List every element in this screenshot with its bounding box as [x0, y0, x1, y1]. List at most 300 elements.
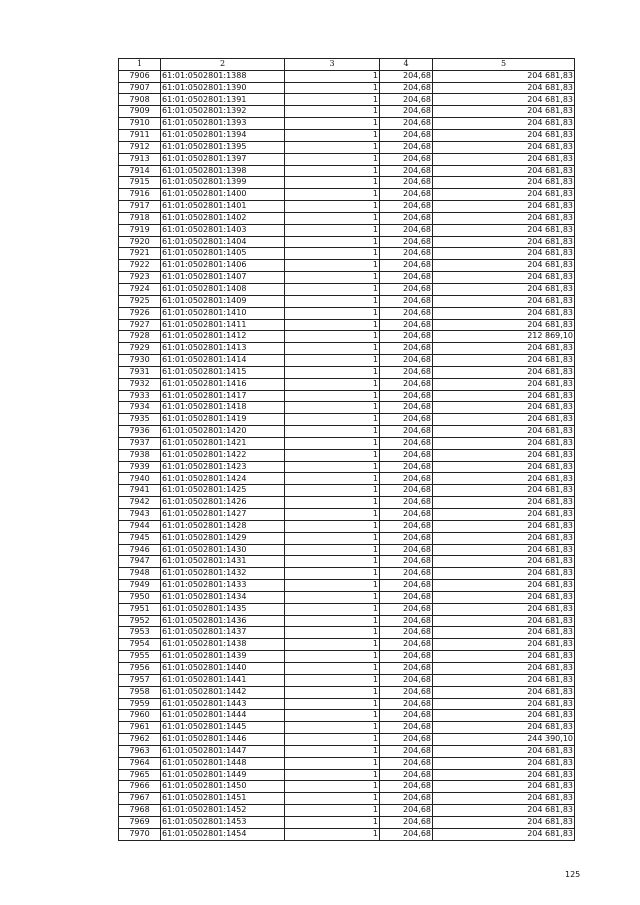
cell-area: 204,68	[380, 118, 433, 130]
cell-cadastral-number: 61:01:0502801:1408	[161, 283, 285, 295]
cell-area: 204,68	[380, 390, 433, 402]
cell-row-index: 7911	[119, 130, 161, 142]
cell-quantity: 1	[285, 118, 380, 130]
cell-area: 204,68	[380, 343, 433, 355]
table-row	[119, 698, 575, 710]
cell-cadastral-number: 61:01:0502801:1388	[161, 70, 285, 82]
cell-quantity: 1	[285, 437, 380, 449]
table-row	[119, 295, 575, 307]
cell-cadastral-number: 61:01:0502801:1410	[161, 307, 285, 319]
cell-amount: 204 681,83	[433, 355, 575, 367]
cell-quantity: 1	[285, 710, 380, 722]
cell-area: 204,68	[380, 141, 433, 153]
cell-row-index: 7936	[119, 426, 161, 438]
table-row	[119, 710, 575, 722]
cell-amount: 204 681,83	[433, 307, 575, 319]
cell-row-index: 7954	[119, 639, 161, 651]
cell-row-index: 7938	[119, 449, 161, 461]
cell-cadastral-number: 61:01:0502801:1397	[161, 153, 285, 165]
table-row	[119, 118, 575, 130]
cell-amount: 204 681,83	[433, 781, 575, 793]
cell-cadastral-number: 61:01:0502801:1398	[161, 165, 285, 177]
cell-quantity: 1	[285, 591, 380, 603]
table-row	[119, 722, 575, 734]
cell-area: 204,68	[380, 816, 433, 828]
cell-area: 204,68	[380, 722, 433, 734]
cell-quantity: 1	[285, 378, 380, 390]
cell-cadastral-number: 61:01:0502801:1423	[161, 461, 285, 473]
cell-quantity: 1	[285, 236, 380, 248]
cell-amount: 204 681,83	[433, 236, 575, 248]
cell-quantity: 1	[285, 734, 380, 746]
cell-quantity: 1	[285, 615, 380, 627]
cell-row-index: 7968	[119, 805, 161, 817]
cell-row-index: 7934	[119, 402, 161, 414]
cell-area: 204,68	[380, 94, 433, 106]
cell-row-index: 7931	[119, 366, 161, 378]
cell-quantity: 1	[285, 390, 380, 402]
table-row	[119, 402, 575, 414]
cell-row-index: 7953	[119, 627, 161, 639]
cell-area: 204,68	[380, 674, 433, 686]
cell-area: 204,68	[380, 793, 433, 805]
cell-row-index: 7946	[119, 544, 161, 556]
cell-area: 204,68	[380, 556, 433, 568]
cell-quantity: 1	[285, 248, 380, 260]
cell-amount: 204 681,83	[433, 260, 575, 272]
cell-amount: 204 681,83	[433, 828, 575, 840]
cell-amount: 204 681,83	[433, 485, 575, 497]
cell-amount: 204 681,83	[433, 437, 575, 449]
cell-quantity: 1	[285, 627, 380, 639]
table-row	[119, 82, 575, 94]
cell-cadastral-number: 61:01:0502801:1428	[161, 520, 285, 532]
cell-row-index: 7922	[119, 260, 161, 272]
cell-quantity: 1	[285, 366, 380, 378]
cell-cadastral-number: 61:01:0502801:1404	[161, 236, 285, 248]
cell-area: 204,68	[380, 130, 433, 142]
cell-amount: 204 681,83	[433, 106, 575, 118]
cell-cadastral-number: 61:01:0502801:1424	[161, 473, 285, 485]
cell-cadastral-number: 61:01:0502801:1419	[161, 414, 285, 426]
cell-row-index: 7907	[119, 82, 161, 94]
cell-cadastral-number: 61:01:0502801:1416	[161, 378, 285, 390]
cell-amount: 204 681,83	[433, 212, 575, 224]
cell-quantity: 1	[285, 816, 380, 828]
cell-row-index: 7958	[119, 686, 161, 698]
cell-quantity: 1	[285, 805, 380, 817]
cell-cadastral-number: 61:01:0502801:1433	[161, 580, 285, 592]
cell-amount: 204 681,83	[433, 177, 575, 189]
cell-amount: 204 681,83	[433, 94, 575, 106]
cell-row-index: 7947	[119, 556, 161, 568]
cell-amount: 204 681,83	[433, 70, 575, 82]
cell-amount: 204 681,83	[433, 698, 575, 710]
cell-row-index: 7910	[119, 118, 161, 130]
cell-quantity: 1	[285, 260, 380, 272]
cell-quantity: 1	[285, 520, 380, 532]
cell-quantity: 1	[285, 141, 380, 153]
cell-cadastral-number: 61:01:0502801:1407	[161, 272, 285, 284]
table-row	[119, 224, 575, 236]
table-row	[119, 793, 575, 805]
cell-amount: 212 869,10	[433, 331, 575, 343]
cell-cadastral-number: 61:01:0502801:1452	[161, 805, 285, 817]
cell-cadastral-number: 61:01:0502801:1390	[161, 82, 285, 94]
cell-row-index: 7919	[119, 224, 161, 236]
cell-cadastral-number: 61:01:0502801:1422	[161, 449, 285, 461]
cell-amount: 204 681,83	[433, 473, 575, 485]
cell-quantity: 1	[285, 307, 380, 319]
cell-row-index: 7928	[119, 331, 161, 343]
cell-area: 204,68	[380, 497, 433, 509]
cell-row-index: 7957	[119, 674, 161, 686]
cell-amount: 204 681,83	[433, 189, 575, 201]
cell-row-index: 7925	[119, 295, 161, 307]
cell-quantity: 1	[285, 781, 380, 793]
cell-area: 204,68	[380, 366, 433, 378]
cell-area: 204,68	[380, 295, 433, 307]
cell-amount: 204 681,83	[433, 603, 575, 615]
table-row	[119, 94, 575, 106]
cell-area: 204,68	[380, 805, 433, 817]
cell-cadastral-number: 61:01:0502801:1399	[161, 177, 285, 189]
cell-row-index: 7960	[119, 710, 161, 722]
cell-quantity: 1	[285, 414, 380, 426]
cell-amount: 204 681,83	[433, 793, 575, 805]
cell-amount: 204 681,83	[433, 651, 575, 663]
cell-quantity: 1	[285, 769, 380, 781]
table-row	[119, 556, 575, 568]
cell-row-index: 7916	[119, 189, 161, 201]
cell-quantity: 1	[285, 224, 380, 236]
cell-row-index: 7961	[119, 722, 161, 734]
cell-row-index: 7917	[119, 201, 161, 213]
cell-cadastral-number: 61:01:0502801:1441	[161, 674, 285, 686]
cell-row-index: 7909	[119, 106, 161, 118]
cell-quantity: 1	[285, 189, 380, 201]
cell-amount: 204 681,83	[433, 378, 575, 390]
cell-row-index: 7921	[119, 248, 161, 260]
cell-area: 204,68	[380, 319, 433, 331]
cell-area: 204,68	[380, 615, 433, 627]
cell-area: 204,68	[380, 698, 433, 710]
cell-cadastral-number: 61:01:0502801:1393	[161, 118, 285, 130]
cell-cadastral-number: 61:01:0502801:1445	[161, 722, 285, 734]
cell-area: 204,68	[380, 662, 433, 674]
cell-amount: 204 681,83	[433, 591, 575, 603]
cell-row-index: 7962	[119, 734, 161, 746]
cell-quantity: 1	[285, 580, 380, 592]
cell-cadastral-number: 61:01:0502801:1454	[161, 828, 285, 840]
cell-amount: 204 681,83	[433, 816, 575, 828]
cell-amount: 204 681,83	[433, 118, 575, 130]
cell-area: 204,68	[380, 580, 433, 592]
cell-quantity: 1	[285, 449, 380, 461]
table-row	[119, 816, 575, 828]
table-row	[119, 165, 575, 177]
cell-amount: 204 681,83	[433, 130, 575, 142]
cell-row-index: 7969	[119, 816, 161, 828]
cell-cadastral-number: 61:01:0502801:1432	[161, 568, 285, 580]
cell-area: 204,68	[380, 414, 433, 426]
cell-cadastral-number: 61:01:0502801:1431	[161, 556, 285, 568]
cell-cadastral-number: 61:01:0502801:1400	[161, 189, 285, 201]
table-row	[119, 781, 575, 793]
cell-quantity: 1	[285, 177, 380, 189]
cell-row-index: 7940	[119, 473, 161, 485]
cell-area: 204,68	[380, 224, 433, 236]
cell-area: 204,68	[380, 651, 433, 663]
cell-area: 204,68	[380, 355, 433, 367]
table-row	[119, 130, 575, 142]
cell-row-index: 7939	[119, 461, 161, 473]
table-row	[119, 686, 575, 698]
cell-quantity: 1	[285, 828, 380, 840]
cell-quantity: 1	[285, 201, 380, 213]
cell-area: 204,68	[380, 331, 433, 343]
cell-area: 204,68	[380, 461, 433, 473]
table-row	[119, 437, 575, 449]
cell-quantity: 1	[285, 295, 380, 307]
cell-quantity: 1	[285, 106, 380, 118]
cell-cadastral-number: 61:01:0502801:1442	[161, 686, 285, 698]
cell-row-index: 7943	[119, 509, 161, 521]
cell-cadastral-number: 61:01:0502801:1415	[161, 366, 285, 378]
cell-row-index: 7952	[119, 615, 161, 627]
cell-area: 204,68	[380, 757, 433, 769]
cell-area: 204,68	[380, 201, 433, 213]
cell-quantity: 1	[285, 319, 380, 331]
cell-quantity: 1	[285, 473, 380, 485]
cell-amount: 204 681,83	[433, 343, 575, 355]
cell-area: 204,68	[380, 781, 433, 793]
cell-quantity: 1	[285, 165, 380, 177]
cell-quantity: 1	[285, 674, 380, 686]
cell-row-index: 7927	[119, 319, 161, 331]
table-row	[119, 177, 575, 189]
table-row	[119, 461, 575, 473]
cell-quantity: 1	[285, 130, 380, 142]
cell-amount: 204 681,83	[433, 662, 575, 674]
cell-area: 204,68	[380, 627, 433, 639]
table-row	[119, 378, 575, 390]
table-row	[119, 615, 575, 627]
cell-quantity: 1	[285, 426, 380, 438]
cell-row-index: 7908	[119, 94, 161, 106]
cell-row-index: 7950	[119, 591, 161, 603]
cell-row-index: 7970	[119, 828, 161, 840]
cell-area: 204,68	[380, 378, 433, 390]
cell-area: 204,68	[380, 236, 433, 248]
cell-area: 204,68	[380, 165, 433, 177]
cell-amount: 204 681,83	[433, 283, 575, 295]
table-row	[119, 497, 575, 509]
table-row	[119, 651, 575, 663]
table-row	[119, 509, 575, 521]
table-row	[119, 757, 575, 769]
cell-quantity: 1	[285, 698, 380, 710]
table-row	[119, 520, 575, 532]
table-row	[119, 734, 575, 746]
cell-area: 204,68	[380, 769, 433, 781]
cell-row-index: 7918	[119, 212, 161, 224]
cell-cadastral-number: 61:01:0502801:1447	[161, 745, 285, 757]
cell-quantity: 1	[285, 532, 380, 544]
cell-quantity: 1	[285, 651, 380, 663]
cell-quantity: 1	[285, 272, 380, 284]
cell-area: 204,68	[380, 639, 433, 651]
cell-amount: 204 681,83	[433, 769, 575, 781]
cell-cadastral-number: 61:01:0502801:1453	[161, 816, 285, 828]
cell-cadastral-number: 61:01:0502801:1440	[161, 662, 285, 674]
table-row	[119, 568, 575, 580]
cell-amount: 204 681,83	[433, 757, 575, 769]
cell-amount: 204 681,83	[433, 805, 575, 817]
cell-area: 204,68	[380, 509, 433, 521]
cell-quantity: 1	[285, 485, 380, 497]
cell-cadastral-number: 61:01:0502801:1391	[161, 94, 285, 106]
table-row	[119, 343, 575, 355]
table-row	[119, 426, 575, 438]
cell-amount: 204 681,83	[433, 532, 575, 544]
cell-quantity: 1	[285, 497, 380, 509]
table-row	[119, 248, 575, 260]
cell-quantity: 1	[285, 757, 380, 769]
table-row	[119, 236, 575, 248]
cell-amount: 204 681,83	[433, 722, 575, 734]
cell-amount: 204 681,83	[433, 710, 575, 722]
cell-amount: 204 681,83	[433, 556, 575, 568]
cell-amount: 204 681,83	[433, 627, 575, 639]
cell-amount: 204 681,83	[433, 461, 575, 473]
cell-area: 204,68	[380, 532, 433, 544]
table-row	[119, 212, 575, 224]
cell-row-index: 7937	[119, 437, 161, 449]
cell-quantity: 1	[285, 212, 380, 224]
cell-area: 204,68	[380, 828, 433, 840]
table-row	[119, 153, 575, 165]
cell-quantity: 1	[285, 331, 380, 343]
cell-amount: 204 681,83	[433, 319, 575, 331]
header-col-2: 2	[161, 59, 285, 71]
cell-row-index: 7951	[119, 603, 161, 615]
cell-cadastral-number: 61:01:0502801:1448	[161, 757, 285, 769]
cell-area: 204,68	[380, 272, 433, 284]
cell-quantity: 1	[285, 509, 380, 521]
cell-amount: 204 681,83	[433, 686, 575, 698]
table-row	[119, 331, 575, 343]
cell-cadastral-number: 61:01:0502801:1395	[161, 141, 285, 153]
cell-area: 204,68	[380, 248, 433, 260]
cell-area: 204,68	[380, 544, 433, 556]
table-row	[119, 366, 575, 378]
cell-area: 204,68	[380, 153, 433, 165]
cell-quantity: 1	[285, 544, 380, 556]
table-row	[119, 639, 575, 651]
cell-cadastral-number: 61:01:0502801:1417	[161, 390, 285, 402]
cell-row-index: 7955	[119, 651, 161, 663]
cell-cadastral-number: 61:01:0502801:1392	[161, 106, 285, 118]
table-row	[119, 414, 575, 426]
table-row	[119, 828, 575, 840]
cell-area: 204,68	[380, 449, 433, 461]
cell-area: 204,68	[380, 520, 433, 532]
cell-cadastral-number: 61:01:0502801:1394	[161, 130, 285, 142]
cell-area: 204,68	[380, 106, 433, 118]
cell-row-index: 7913	[119, 153, 161, 165]
cell-area: 204,68	[380, 568, 433, 580]
table-row	[119, 272, 575, 284]
header-col-3: 3	[285, 59, 380, 71]
cell-quantity: 1	[285, 153, 380, 165]
table-row	[119, 390, 575, 402]
cell-area: 204,68	[380, 283, 433, 295]
cell-cadastral-number: 61:01:0502801:1429	[161, 532, 285, 544]
table-row	[119, 307, 575, 319]
table-row	[119, 674, 575, 686]
cell-row-index: 7942	[119, 497, 161, 509]
cell-quantity: 1	[285, 686, 380, 698]
cell-quantity: 1	[285, 461, 380, 473]
cell-row-index: 7967	[119, 793, 161, 805]
cell-area: 204,68	[380, 710, 433, 722]
table-row	[119, 449, 575, 461]
cell-quantity: 1	[285, 556, 380, 568]
table-row	[119, 580, 575, 592]
cell-amount: 204 681,83	[433, 568, 575, 580]
cell-area: 204,68	[380, 745, 433, 757]
cell-row-index: 7949	[119, 580, 161, 592]
cell-area: 204,68	[380, 734, 433, 746]
table-row	[119, 662, 575, 674]
cell-amount: 204 681,83	[433, 580, 575, 592]
table-row	[119, 485, 575, 497]
cell-row-index: 7964	[119, 757, 161, 769]
cell-cadastral-number: 61:01:0502801:1436	[161, 615, 285, 627]
cell-row-index: 7944	[119, 520, 161, 532]
cell-amount: 204 681,83	[433, 520, 575, 532]
cell-cadastral-number: 61:01:0502801:1412	[161, 331, 285, 343]
cell-amount: 204 681,83	[433, 615, 575, 627]
cell-cadastral-number: 61:01:0502801:1450	[161, 781, 285, 793]
cell-amount: 204 681,83	[433, 449, 575, 461]
cell-cadastral-number: 61:01:0502801:1409	[161, 295, 285, 307]
cell-row-index: 7923	[119, 272, 161, 284]
cell-row-index: 7963	[119, 745, 161, 757]
cell-area: 204,68	[380, 307, 433, 319]
cell-area: 204,68	[380, 591, 433, 603]
cell-area: 204,68	[380, 686, 433, 698]
cell-area: 204,68	[380, 189, 433, 201]
cell-area: 204,68	[380, 485, 433, 497]
table-row	[119, 355, 575, 367]
cell-quantity: 1	[285, 662, 380, 674]
table-row	[119, 591, 575, 603]
cell-cadastral-number: 61:01:0502801:1427	[161, 509, 285, 521]
table-row	[119, 319, 575, 331]
cell-area: 204,68	[380, 260, 433, 272]
cell-amount: 204 681,83	[433, 366, 575, 378]
cell-quantity: 1	[285, 639, 380, 651]
page-number: 125	[565, 870, 581, 879]
cell-area: 204,68	[380, 603, 433, 615]
cell-amount: 204 681,83	[433, 674, 575, 686]
header-row	[119, 59, 575, 71]
cell-amount: 204 681,83	[433, 165, 575, 177]
cell-cadastral-number: 61:01:0502801:1403	[161, 224, 285, 236]
cell-cadastral-number: 61:01:0502801:1402	[161, 212, 285, 224]
